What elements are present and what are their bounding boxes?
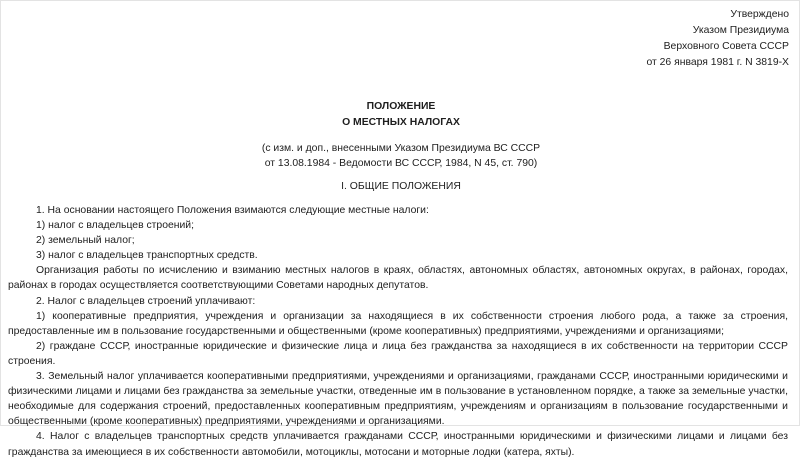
paragraph: 2. Налог с владельцев строений уплачивают: (36, 295, 256, 307)
approval-date: от 26 января 1981 г. N 3819-X (646, 57, 789, 68)
document-title (1, 99, 800, 131)
document-body (8, 203, 788, 460)
paragraph: 1. На основании настоящего Положения взимаются следующие местные налоги: (36, 205, 429, 216)
paragraph: 1) налог с владельцев строений; (36, 220, 195, 232)
paragraph: 2) граждане СССР, иностранные юридические и физические лица и лица без гражданства за находящиеся в их собственности на территории СССР строения. (8, 340, 788, 367)
paragraph: Организация работы по исчислению и взиманию местных налогов в краях, областях, автономных областях, автономных округах, в районах, городах, районах в городах осуществляется соответствующими Советами народных депутатов. (8, 265, 788, 292)
approval-line: Верховного Совета СССР (663, 41, 789, 52)
title-line: ПОЛОЖЕНИЕ (366, 101, 436, 112)
title-line: О МЕСТНЫХ НАЛОГАХ (342, 117, 460, 128)
approval-line: Указом Президиума (692, 25, 789, 36)
approval-line: Утверждено (730, 9, 789, 20)
paragraph: 4. Налог с владельцев транспортных средств уплачивается гражданами СССР, иностранными юридическими и физическими лицами и лицами без гражданства за имеющиеся в их собственности автомобили, мотоциклы, мотосани и моторные лодки (катера, яхты). (8, 431, 788, 458)
paragraph: 1) кооперативные предприятия, учреждения и организации за находящиеся в их собственности строения любого рода, а также за строения, предоставленные им в пользование государственными и общественными (кроме кооперативных) предприятиями, учреждениями и организациями; (8, 310, 788, 337)
approval-block (646, 7, 789, 71)
section-heading: I. ОБЩИЕ ПОЛОЖЕНИЯ (341, 181, 461, 192)
amendments-line: от 13.08.1984 - Ведомости ВС СССР, 1984, N 45, ст. 790) (264, 158, 538, 169)
paragraph: 3) налог с владельцев транспортных средств. (36, 250, 258, 262)
paragraph: 2) земельный налог; (36, 235, 135, 247)
paragraph: 3. Земельный налог уплачивается кооперативными предприятиями, учреждениями и организациями, гражданами СССР, иностранными юридическими и физическими лицами и лицами без гражданства за земельные участки, отведенные им в пользование в установленном порядке, а также за земельные участки, необходимые для содержания строений, предоставленных кооперативным предприятиям, учреждениям и организациям в пользование государственными и общественными (кроме кооперативных) предприятиями, учреждениями и организациями. (8, 371, 788, 428)
amendments-line: (с изм. и доп., внесенными Указом Президиума ВС СССР (261, 143, 541, 154)
amendments-note (1, 141, 800, 171)
